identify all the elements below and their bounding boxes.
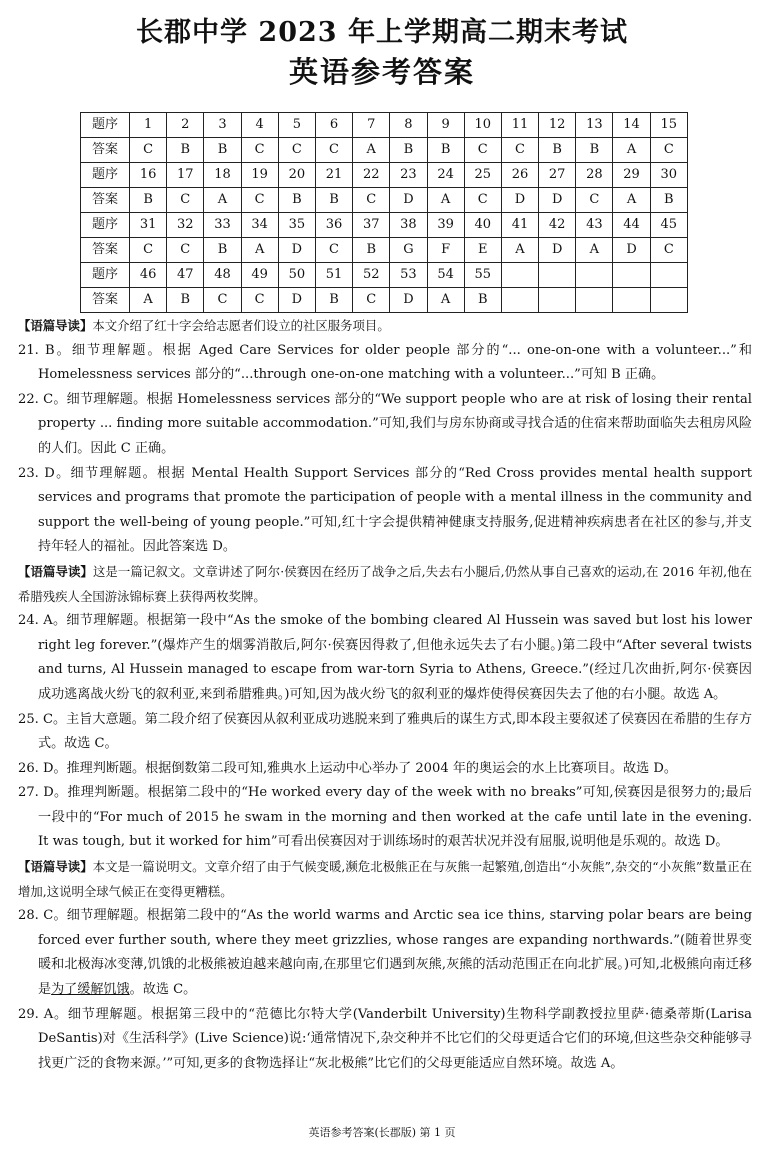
explanation-29: 29. A。细节理解题。根据第三段中的“范德比尔特大学(Vanderbilt University)生物科学副教授拉里萨·德桑蒂斯(Larisa DeSantis)对《生活科学》(Live Science)说:‘通常情况下,杂交种并不比它们的父母更适合它们的环境,但这些杂交种能够寻找更广泛的食物来源。’”可知,更多的食物选择让“灰北极熊”比它们的父母更能适应自然环境。故选 A。: [18, 1006, 752, 1071]
explanation-24: 24. A。细节理解题。根据第一段中“As the smoke of the bombing cleared Al Hussein was saved but lost his lower right leg forever.”(爆炸产生的烟雾消散后,阿尔·侯赛因得救了,但他永远失去了右小腿。)第二段中“After several twists and turns, Al Hussein managed to escape from war-torn Syria to Athens, Greece.”(经过几次曲折,阿尔·侯赛因成功逃离战火纷飞的叙利亚,来到希腊雅典。)可知,因为战火纷飞的叙利亚的爆炸使得侯赛因失去了他的右小腿。故选 A。: [18, 613, 752, 702]
question-number-cell: 48: [204, 263, 241, 288]
answer-cell: A: [427, 188, 464, 213]
question-number-cell: 43: [576, 213, 613, 238]
answer-cell: D: [278, 288, 315, 313]
question-number-cell: 18: [204, 163, 241, 188]
question-number-cell: 52: [353, 263, 390, 288]
question-number-cell: 20: [278, 163, 315, 188]
question-number-cell: 34: [241, 213, 278, 238]
answer-cell: C: [315, 238, 352, 263]
question-number-cell: 16: [130, 163, 167, 188]
answer-cell: C: [241, 188, 278, 213]
question-number-cell: 6: [315, 113, 352, 138]
question-number-cell: 42: [539, 213, 576, 238]
guide-tag: 【语篇导读】: [18, 859, 93, 875]
answer-cell: A: [204, 188, 241, 213]
answer-cell: [650, 288, 687, 313]
guide-text: 本文介绍了红十字会给志愿者们设立的社区服务项目。: [92, 318, 390, 333]
answer-cell: D: [278, 238, 315, 263]
answer-row: [81, 188, 688, 213]
answer-cell: A: [241, 238, 278, 263]
question-number-cell: 29: [613, 163, 650, 188]
question-number-cell: 26: [501, 163, 538, 188]
explanations: [18, 314, 752, 1076]
question-number-cell: [501, 263, 538, 288]
question-number-cell: 1: [130, 113, 167, 138]
question-row: [81, 263, 688, 288]
answer-cell: C: [464, 138, 501, 163]
question-number-cell: 54: [427, 263, 464, 288]
passage-guide-3: [18, 855, 752, 904]
answer-cell: G: [390, 238, 427, 263]
answer-cell: [539, 288, 576, 313]
passage-guide-2: [18, 560, 752, 609]
question-number-cell: [613, 263, 650, 288]
answer-cell: C: [464, 188, 501, 213]
question-number-cell: 15: [650, 113, 687, 138]
answer-cell: C: [650, 138, 687, 163]
answer-cell: D: [539, 238, 576, 263]
answer-cell: F: [427, 238, 464, 263]
question-number-cell: 55: [464, 263, 501, 288]
question-number-cell: 13: [576, 113, 613, 138]
answer-row-label: 答案: [81, 238, 130, 263]
answer-cell: C: [576, 188, 613, 213]
answer-cell: [613, 288, 650, 313]
passage-guide-1: [18, 314, 752, 339]
answer-cell: D: [501, 188, 538, 213]
exam-title: 长郡中学 2023 年上学期高二期末考试: [136, 17, 628, 48]
explanation-26: 26. D。推理判断题。根据倒数第二段可知,雅典水上运动中心举办了 2004 年的奥运会的水上比赛项目。故选 D。: [18, 760, 677, 776]
question-number-cell: 2: [167, 113, 204, 138]
question-number-cell: 8: [390, 113, 427, 138]
answer-cell: C: [278, 138, 315, 163]
answer-cell: C: [353, 188, 390, 213]
question-number-cell: 23: [390, 163, 427, 188]
question-number-cell: 40: [464, 213, 501, 238]
question-row-label: 题序: [81, 163, 130, 188]
question-number-cell: 12: [539, 113, 576, 138]
answer-cell: E: [464, 238, 501, 263]
explanation-23: 23. D。细节理解题。根据 Mental Health Support Services 部分的“Red Cross provides mental health support services and programs that promote the participation of people with a mental illness in the community and support the well-being of young people.”可知,红十字会提供精神健康支持服务,促进精神疾病患者在社区的参与,并支持年轻人的福祉。因此答案选 D。: [18, 465, 752, 555]
guide-text: 本文是一篇说明文。文章介绍了由于气候变暖,濒危北极熊正在与灰熊一起繁殖,创造出“小灰熊”,杂交的“小灰熊”数量正在增加,这说明全球气候正在变得更糟糕。: [18, 859, 753, 899]
explanation-28: [18, 904, 752, 1002]
question-row: [81, 213, 688, 238]
answer-cell: A: [576, 238, 613, 263]
answer-cell: C: [501, 138, 538, 163]
answer-table: [80, 112, 688, 313]
answer-cell: B: [353, 238, 390, 263]
answer-cell: C: [130, 138, 167, 163]
explanation-22: 22. C。细节理解题。根据 Homelessness services 部分的“We support people who are at risk of losing their rental property ... finding more suitable accommodation.”可知,我们与房东协商或寻找合适的住宿来帮助面临失去租房风险的人们。因此 C 正确。: [18, 391, 752, 456]
guide-tag: 【语篇导读】: [18, 318, 93, 333]
question-number-cell: 28: [576, 163, 613, 188]
answer-cell: C: [167, 238, 204, 263]
answer-cell: [576, 288, 613, 313]
question-number-cell: 33: [204, 213, 241, 238]
answer-cell: B: [204, 138, 241, 163]
question-number-cell: 21: [315, 163, 352, 188]
answer-cell: D: [390, 188, 427, 213]
question-number-cell: 14: [613, 113, 650, 138]
answer-cell: B: [650, 188, 687, 213]
question-number-cell: 51: [315, 263, 352, 288]
explanation-21: 21. B。细节理解题。根据 Aged Care Services for older people 部分的“... one-on-one with a volunteer...”和 Homelessness services 部分的“...through one-on-one matching with a volunteer...”可知 B 正确。: [18, 342, 752, 383]
answer-row-label: 答案: [81, 188, 130, 213]
answer-row-label: 答案: [81, 138, 130, 163]
page-footer: 英语参考答案(长郡版) 第 1 页: [308, 1126, 456, 1139]
answer-cell: B: [130, 188, 167, 213]
answer-key-title: 英语参考答案: [288, 55, 475, 89]
explanation-28-text: 28. C。细节理解题。根据第二段中的“As the world warms and Arctic sea ice thins, starving polar bears are being forced ever further south, where they meet grizzlies, whose ranges are expanding northwards.”(随着世界变暖和北极海冰变薄,饥饿的北极熊被迫越来越向南,在那里它们遇到灰熊,灰熊的活动范围正在向北扩展。)可知,北极熊向南迁移是: [18, 908, 752, 998]
answer-cell: B: [427, 138, 464, 163]
question-number-cell: 36: [315, 213, 352, 238]
answer-cell: D: [390, 288, 427, 313]
question-number-cell: 37: [353, 213, 390, 238]
explanation-27: 27. D。推理判断题。根据第二段中的“He worked every day of the week with no breaks”可知,侯赛因是很努力的;最后一段中的“For much of 2015 he swam in the morning and then worked at the cafe until late in the evening. It was tough, but it worked for him”可看出侯赛因对于训练场时的艰苦状况并没有屈服,说明他是乐观的。故选 D。: [18, 785, 752, 850]
answer-cell: D: [539, 188, 576, 213]
question-number-cell: 53: [390, 263, 427, 288]
answer-cell: A: [613, 138, 650, 163]
question-row: [81, 113, 688, 138]
answer-cell: [501, 288, 538, 313]
question-row-label: 题序: [81, 263, 130, 288]
question-number-cell: 49: [241, 263, 278, 288]
answer-cell: B: [464, 288, 501, 313]
question-number-cell: 44: [613, 213, 650, 238]
guide-text: 这是一篇记叙文。文章讲述了阿尔·侯赛因在经历了战争之后,失去右小腿后,仍然从事自己喜欢的运动,在 2016 年初,他在希腊残疾人全国游泳锦标赛上获得两枚奖牌。: [18, 563, 753, 604]
answer-cell: C: [167, 188, 204, 213]
question-number-cell: 32: [167, 213, 204, 238]
answer-cell: B: [278, 188, 315, 213]
question-number-cell: 7: [353, 113, 390, 138]
answer-row-label: 答案: [81, 288, 130, 313]
question-number-cell: 19: [241, 163, 278, 188]
question-row-label: 题序: [81, 113, 130, 138]
guide-tag: 【语篇导读】: [18, 563, 93, 579]
answer-row: [81, 238, 688, 263]
answer-cell: B: [539, 138, 576, 163]
explanation-28-end: 。故选 C。: [129, 982, 197, 998]
question-number-cell: 41: [501, 213, 538, 238]
question-row: [81, 163, 688, 188]
question-number-cell: 22: [353, 163, 390, 188]
question-number-cell: 25: [464, 163, 501, 188]
answer-cell: B: [315, 188, 352, 213]
answer-cell: B: [167, 138, 204, 163]
answer-cell: A: [353, 138, 390, 163]
question-number-cell: 3: [204, 113, 241, 138]
answer-cell: C: [315, 138, 352, 163]
question-number-cell: 11: [501, 113, 538, 138]
question-number-cell: 38: [390, 213, 427, 238]
question-number-cell: 9: [427, 113, 464, 138]
answer-cell: B: [167, 288, 204, 313]
question-number-cell: 5: [278, 113, 315, 138]
question-number-cell: 17: [167, 163, 204, 188]
question-number-cell: [650, 263, 687, 288]
question-number-cell: 39: [427, 213, 464, 238]
answer-cell: A: [501, 238, 538, 263]
question-number-cell: 50: [278, 263, 315, 288]
explanation-25: 25. C。主旨大意题。第二段介绍了侯赛因从叙利亚成功逃脱来到了雅典后的谋生方式,即本段主要叙述了侯赛因在希腊的生存方式。故选 C。: [18, 711, 752, 752]
question-row-label: 题序: [81, 213, 130, 238]
answer-cell: C: [650, 238, 687, 263]
question-number-cell: 30: [650, 163, 687, 188]
question-number-cell: 47: [167, 263, 204, 288]
answer-cell: D: [613, 238, 650, 263]
answer-cell: C: [241, 288, 278, 313]
answer-cell: B: [204, 238, 241, 263]
answer-cell: C: [204, 288, 241, 313]
question-number-cell: [576, 263, 613, 288]
answer-cell: B: [576, 138, 613, 163]
question-number-cell: 46: [130, 263, 167, 288]
question-number-cell: 4: [241, 113, 278, 138]
question-number-cell: 10: [464, 113, 501, 138]
question-number-cell: 35: [278, 213, 315, 238]
answer-cell: C: [241, 138, 278, 163]
answer-cell: B: [390, 138, 427, 163]
question-number-cell: 45: [650, 213, 687, 238]
answer-row: [81, 288, 688, 313]
question-number-cell: 27: [539, 163, 576, 188]
answer-cell: C: [353, 288, 390, 313]
answer-cell: B: [315, 288, 352, 313]
answer-cell: A: [427, 288, 464, 313]
question-number-cell: [539, 263, 576, 288]
question-number-cell: 24: [427, 163, 464, 188]
answer-cell: A: [130, 288, 167, 313]
explanation-28-underlined: 为了缓解饥饿: [51, 982, 130, 998]
answer-row: [81, 138, 688, 163]
question-number-cell: 31: [130, 213, 167, 238]
answer-cell: A: [613, 188, 650, 213]
answer-cell: C: [130, 238, 167, 263]
